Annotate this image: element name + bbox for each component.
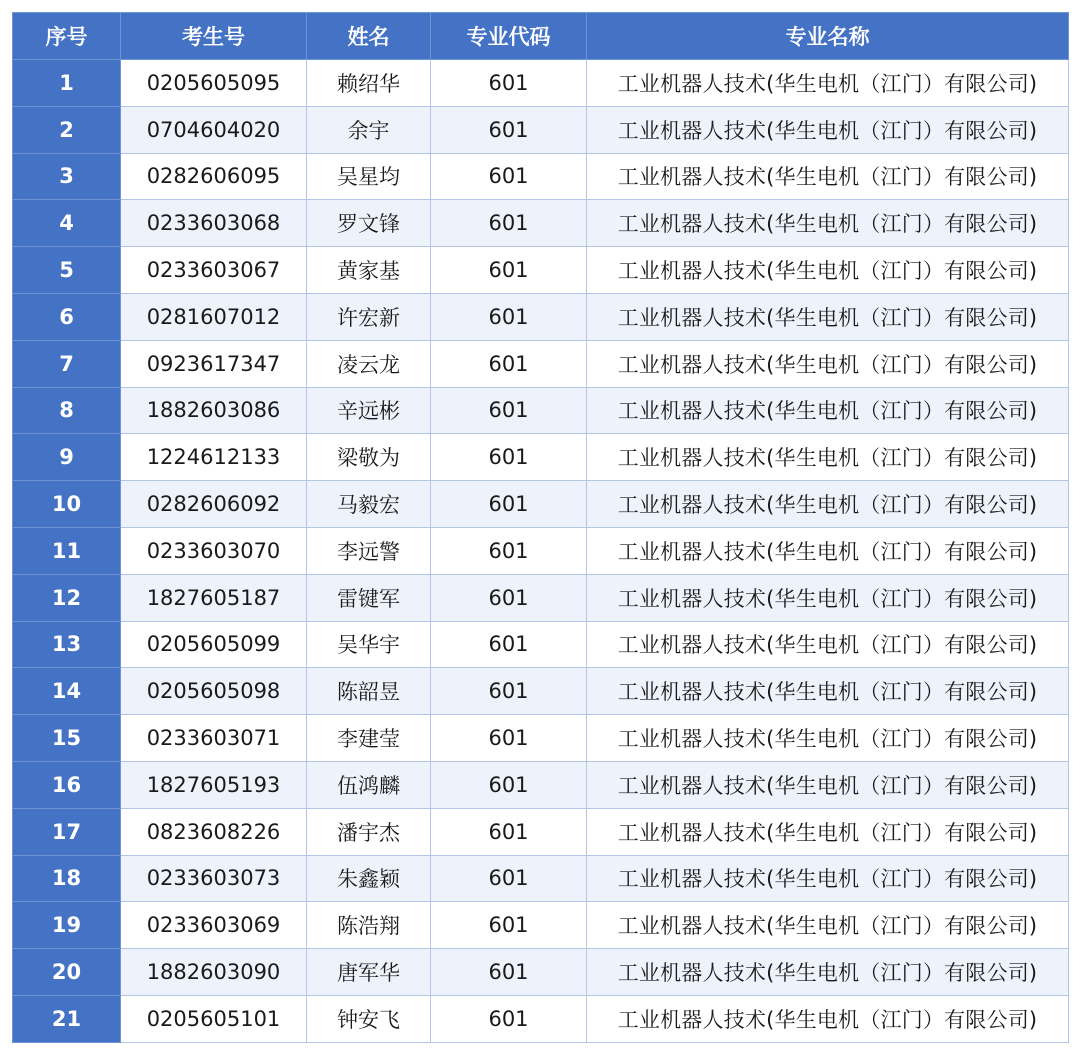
major-code-cell: 601 xyxy=(431,60,587,107)
seq-cell: 9 xyxy=(13,434,121,481)
name-cell: 伍鸿麟 xyxy=(307,761,431,808)
major-code-cell: 601 xyxy=(431,340,587,387)
table-row xyxy=(13,153,1069,200)
name-cell: 吴华宇 xyxy=(307,621,431,668)
table-row xyxy=(13,60,1069,107)
major-code-cell: 601 xyxy=(431,855,587,902)
table-row xyxy=(13,668,1069,715)
exam-id-cell: 1224612133 xyxy=(121,434,307,481)
exam-id-cell: 0233603070 xyxy=(121,527,307,574)
header-exam-id: 考生号 xyxy=(121,13,307,60)
major-name-cell: 工业机器人技术(华生电机（江门）有限公司) xyxy=(587,106,1069,153)
major-name-cell: 工业机器人技术(华生电机（江门）有限公司) xyxy=(587,481,1069,528)
name-cell: 辛远彬 xyxy=(307,387,431,434)
table-header xyxy=(13,13,1069,60)
major-code-cell: 601 xyxy=(431,527,587,574)
name-cell: 梁敬为 xyxy=(307,434,431,481)
major-name-cell: 工业机器人技术(华生电机（江门）有限公司) xyxy=(587,668,1069,715)
header-name: 姓名 xyxy=(307,13,431,60)
name-cell: 唐军华 xyxy=(307,949,431,996)
exam-id-cell: 1882603090 xyxy=(121,949,307,996)
table-row xyxy=(13,387,1069,434)
name-cell: 凌云龙 xyxy=(307,340,431,387)
seq-cell: 17 xyxy=(13,808,121,855)
exam-id-cell: 0282606092 xyxy=(121,481,307,528)
table-row xyxy=(13,247,1069,294)
name-cell: 陈浩翔 xyxy=(307,902,431,949)
major-code-cell: 601 xyxy=(431,995,587,1042)
header-seq: 序号 xyxy=(13,13,121,60)
major-name-cell: 工业机器人技术(华生电机（江门）有限公司) xyxy=(587,902,1069,949)
exam-id-cell: 0205605098 xyxy=(121,668,307,715)
major-name-cell: 工业机器人技术(华生电机（江门）有限公司) xyxy=(587,434,1069,481)
seq-cell: 15 xyxy=(13,715,121,762)
name-cell: 吴星均 xyxy=(307,153,431,200)
major-code-cell: 601 xyxy=(431,200,587,247)
table-row xyxy=(13,293,1069,340)
major-code-cell: 601 xyxy=(431,808,587,855)
table-row xyxy=(13,340,1069,387)
major-name-cell: 工业机器人技术(华生电机（江门）有限公司) xyxy=(587,247,1069,294)
exam-id-cell: 0282606095 xyxy=(121,153,307,200)
major-name-cell: 工业机器人技术(华生电机（江门）有限公司) xyxy=(587,949,1069,996)
major-code-cell: 601 xyxy=(431,293,587,340)
header-major-code: 专业代码 xyxy=(431,13,587,60)
seq-cell: 19 xyxy=(13,902,121,949)
table-row xyxy=(13,808,1069,855)
name-cell: 钟安飞 xyxy=(307,995,431,1042)
major-name-cell: 工业机器人技术(华生电机（江门）有限公司) xyxy=(587,808,1069,855)
major-name-cell: 工业机器人技术(华生电机（江门）有限公司) xyxy=(587,855,1069,902)
exam-id-cell: 1882603086 xyxy=(121,387,307,434)
exam-id-cell: 0205605095 xyxy=(121,60,307,107)
major-code-cell: 601 xyxy=(431,106,587,153)
major-code-cell: 601 xyxy=(431,668,587,715)
seq-cell: 16 xyxy=(13,761,121,808)
exam-id-cell: 0233603068 xyxy=(121,200,307,247)
name-cell: 陈韶昱 xyxy=(307,668,431,715)
seq-cell: 11 xyxy=(13,527,121,574)
exam-id-cell: 0233603073 xyxy=(121,855,307,902)
seq-cell: 12 xyxy=(13,574,121,621)
major-name-cell: 工业机器人技术(华生电机（江门）有限公司) xyxy=(587,995,1069,1042)
admission-table xyxy=(12,12,1069,1043)
seq-cell: 2 xyxy=(13,106,121,153)
major-name-cell: 工业机器人技术(华生电机（江门）有限公司) xyxy=(587,200,1069,247)
table-row xyxy=(13,527,1069,574)
major-name-cell: 工业机器人技术(华生电机（江门）有限公司) xyxy=(587,527,1069,574)
major-code-cell: 601 xyxy=(431,247,587,294)
exam-id-cell: 0233603069 xyxy=(121,902,307,949)
name-cell: 余宇 xyxy=(307,106,431,153)
seq-cell: 5 xyxy=(13,247,121,294)
header-major-name: 专业名称 xyxy=(587,13,1069,60)
major-code-cell: 601 xyxy=(431,715,587,762)
major-code-cell: 601 xyxy=(431,153,587,200)
table-row xyxy=(13,574,1069,621)
major-code-cell: 601 xyxy=(431,434,587,481)
major-code-cell: 601 xyxy=(431,387,587,434)
seq-cell: 4 xyxy=(13,200,121,247)
name-cell: 黄家基 xyxy=(307,247,431,294)
exam-id-cell: 0923617347 xyxy=(121,340,307,387)
major-code-cell: 601 xyxy=(431,902,587,949)
major-code-cell: 601 xyxy=(431,481,587,528)
exam-id-cell: 0704604020 xyxy=(121,106,307,153)
table-row xyxy=(13,855,1069,902)
name-cell: 朱鑫颖 xyxy=(307,855,431,902)
table-row xyxy=(13,949,1069,996)
seq-cell: 8 xyxy=(13,387,121,434)
exam-id-cell: 0205605099 xyxy=(121,621,307,668)
seq-cell: 1 xyxy=(13,60,121,107)
name-cell: 雷键军 xyxy=(307,574,431,621)
table-row xyxy=(13,715,1069,762)
seq-cell: 13 xyxy=(13,621,121,668)
seq-cell: 10 xyxy=(13,481,121,528)
table-row xyxy=(13,621,1069,668)
table-body xyxy=(13,60,1069,1043)
table-row xyxy=(13,761,1069,808)
major-name-cell: 工业机器人技术(华生电机（江门）有限公司) xyxy=(587,387,1069,434)
major-code-cell: 601 xyxy=(431,621,587,668)
seq-cell: 20 xyxy=(13,949,121,996)
name-cell: 赖绍华 xyxy=(307,60,431,107)
name-cell: 马毅宏 xyxy=(307,481,431,528)
table-row xyxy=(13,995,1069,1042)
major-name-cell: 工业机器人技术(华生电机（江门）有限公司) xyxy=(587,153,1069,200)
major-name-cell: 工业机器人技术(华生电机（江门）有限公司) xyxy=(587,761,1069,808)
seq-cell: 6 xyxy=(13,293,121,340)
exam-id-cell: 0205605101 xyxy=(121,995,307,1042)
seq-cell: 14 xyxy=(13,668,121,715)
header-row xyxy=(13,13,1069,60)
seq-cell: 18 xyxy=(13,855,121,902)
major-code-cell: 601 xyxy=(431,574,587,621)
table-row xyxy=(13,434,1069,481)
seq-cell: 3 xyxy=(13,153,121,200)
major-name-cell: 工业机器人技术(华生电机（江门）有限公司) xyxy=(587,340,1069,387)
table-row xyxy=(13,481,1069,528)
table-row xyxy=(13,106,1069,153)
major-name-cell: 工业机器人技术(华生电机（江门）有限公司) xyxy=(587,621,1069,668)
major-name-cell: 工业机器人技术(华生电机（江门）有限公司) xyxy=(587,60,1069,107)
seq-cell: 21 xyxy=(13,995,121,1042)
major-code-cell: 601 xyxy=(431,761,587,808)
major-name-cell: 工业机器人技术(华生电机（江门）有限公司) xyxy=(587,293,1069,340)
exam-id-cell: 0823608226 xyxy=(121,808,307,855)
major-name-cell: 工业机器人技术(华生电机（江门）有限公司) xyxy=(587,715,1069,762)
name-cell: 罗文锋 xyxy=(307,200,431,247)
table-row xyxy=(13,200,1069,247)
exam-id-cell: 1827605193 xyxy=(121,761,307,808)
name-cell: 李远警 xyxy=(307,527,431,574)
exam-id-cell: 1827605187 xyxy=(121,574,307,621)
table-row xyxy=(13,902,1069,949)
name-cell: 潘宇杰 xyxy=(307,808,431,855)
major-name-cell: 工业机器人技术(华生电机（江门）有限公司) xyxy=(587,574,1069,621)
exam-id-cell: 0281607012 xyxy=(121,293,307,340)
name-cell: 李建莹 xyxy=(307,715,431,762)
exam-id-cell: 0233603071 xyxy=(121,715,307,762)
admission-list xyxy=(12,12,1068,1043)
name-cell: 许宏新 xyxy=(307,293,431,340)
seq-cell: 7 xyxy=(13,340,121,387)
major-code-cell: 601 xyxy=(431,949,587,996)
exam-id-cell: 0233603067 xyxy=(121,247,307,294)
